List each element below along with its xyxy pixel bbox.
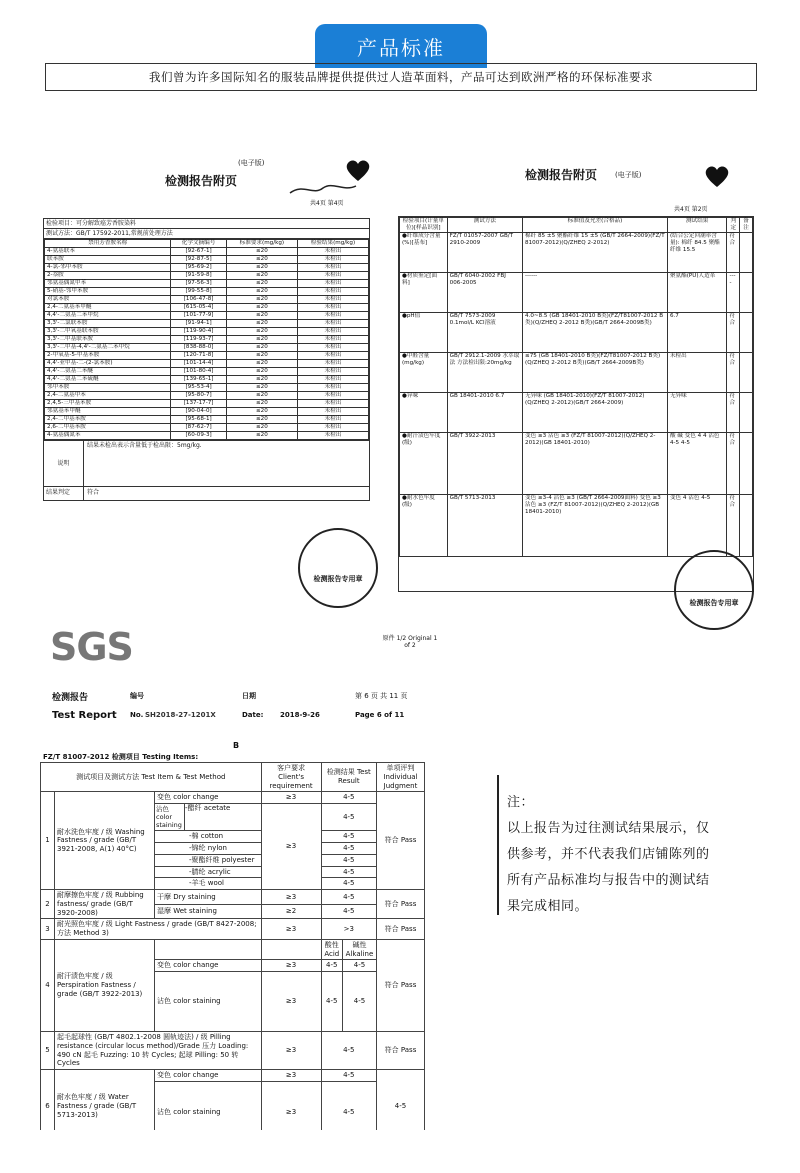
col-result: 检测结果 Test Result bbox=[321, 763, 376, 792]
note-label: 说明 bbox=[44, 441, 84, 486]
table-cell: ●甲醛含量(mg/kg) bbox=[400, 352, 448, 392]
table-cell: ≤20 bbox=[226, 248, 297, 256]
table-cell: 2,6-二甲基苯胺 bbox=[45, 424, 171, 432]
table-cell: 4-氨基偶氮苯 bbox=[45, 432, 171, 440]
table-row bbox=[400, 312, 753, 352]
col-requirement: 客户要求 Client's requirement bbox=[261, 763, 321, 792]
note-block bbox=[507, 790, 717, 920]
table-cell: ≤20 bbox=[226, 288, 297, 296]
table-row bbox=[45, 248, 369, 256]
table-cell: 符合 bbox=[727, 352, 740, 392]
table-row bbox=[45, 400, 369, 408]
table-cell: 聚氨酯(PU)人造革 bbox=[667, 272, 727, 312]
table-row bbox=[45, 384, 369, 392]
table-cell: 2,4,5-三甲基苯胺 bbox=[45, 400, 171, 408]
stamp: 检测报告专用章 bbox=[674, 550, 754, 630]
table-cell: [615-05-4] bbox=[171, 304, 226, 312]
table-cell: [106-47-8] bbox=[171, 296, 226, 304]
table-cell: GB/T 5713-2013 bbox=[447, 494, 522, 556]
table-cell: ≤20 bbox=[226, 304, 297, 312]
table-cell: 无异味 bbox=[667, 392, 727, 432]
table-cell: [95-53-4] bbox=[171, 384, 226, 392]
table-cell: 符合 bbox=[727, 312, 740, 352]
sgs-table: 测试项目及测试方法 Test Item & Test Method 客户要求 Client's requirement 检测结果 Test Result 单项评判 Individual Judgment 1 耐水洗色牢度 / 级 Washing Fastness / grade (GB/T 3921-2008, A(1) 40°C) 变色 color change ≥3 4-5 符合 Pass 沾色 color staining -醋纤 acetate ≥3 4-5 -棉 cotton 4-5 -锦纶 nylon 4-5 -聚酯纤维 polyester 4-5 -腈纶 acrylic 4-5 -羊毛 wool 4-5 2 耐摩擦色牢度 / 级 Rubbing fastness/ grade (GB/T 3920-2008) 干摩 Dry staining ≥3 4-5 符合 Pass 湿摩 Wet staining ≥2 4-5 3 耐光照色牢度 / 级 Light Fastness / grade (GB/T 8427-2008; 方法 Method 3) ≥3 >3 符合 Pass 4 耐汗渍色牢度 / 级 Perspiration Fastness / grade (GB/T 3922-2013) 酸性 Acid 碱性 Alkaline 符合 Pass 变色 color change ≥3 4-5 4-5 沾色 color staining ≥3 4-5 4-5 5 起毛起球性 (GB/T 4802.1-2008 圆轨迹法) / 级 Pilling resistance (circular locus method)/Grade 压力 Loading: 490 cN 起毛 Fuzzing: 10 转 Cycles; 起球 Pilling: 50 转 Cycles ≥3 4-5 符合 Pass 6 耐水色牢度 / 级 Water Fastness / grade (GB/T 5713-2013) 变色 color change ≥3 4-5 4-5 沾色 color staining ≥3 4-5 bbox=[40, 762, 425, 1130]
date-label: 日期 bbox=[242, 692, 256, 700]
table-cell: [838-88-0] bbox=[171, 344, 226, 352]
table-cell: ●纤维成分含量(%)[基布] bbox=[400, 232, 448, 272]
table-cell: 未检出 bbox=[297, 296, 368, 304]
stamp: 检测报告专用章 bbox=[298, 528, 378, 608]
note-title: 注： bbox=[507, 795, 535, 810]
table-cell: [101-14-4] bbox=[171, 360, 226, 368]
table-cell: ●材质鉴定[面料] bbox=[400, 272, 448, 312]
table-row bbox=[45, 264, 369, 272]
report-title: 检测报告附页 bbox=[525, 168, 598, 182]
table-row bbox=[45, 424, 369, 432]
table-row bbox=[400, 432, 753, 494]
col-test-item: 测试项目及测试方法 Test Item & Test Method bbox=[41, 763, 262, 792]
report-no-label: 编号 bbox=[130, 692, 144, 700]
table-cell: [91-59-8] bbox=[171, 272, 226, 280]
table-cell: 未检出 bbox=[297, 280, 368, 288]
table-cell: 4.0~8.5 (GB 18401-2010 B类)(FZ/T81007-2012 B类)(Q/ZHEQ 2-2012 B类)(GB/T 2664-2009B类) bbox=[523, 312, 668, 352]
amine-table bbox=[44, 239, 369, 440]
table-cell: 未检出 bbox=[297, 304, 368, 312]
report-no: SH2018-27-1201X bbox=[145, 711, 216, 719]
test-method: 测试方法：GB/T 17592-2011,常规前处理方法 bbox=[44, 229, 369, 239]
table-cell: ------ bbox=[523, 272, 668, 312]
table-cell: ≤20 bbox=[226, 408, 297, 416]
table-cell: 4,4'-二氨基二苯硫醚 bbox=[45, 376, 171, 384]
table-cell: [119-93-7] bbox=[171, 336, 226, 344]
sgs-logo: SGS bbox=[50, 625, 133, 669]
section-title-tab bbox=[315, 24, 487, 68]
table-cell: 邻氨基苯甲醚 bbox=[45, 408, 171, 416]
table-row bbox=[45, 272, 369, 280]
table-cell: GB/T 3922-2013 bbox=[447, 432, 522, 494]
table-cell: 未检出 bbox=[297, 328, 368, 336]
table-cell bbox=[740, 494, 753, 556]
table-cell: 5-硝基-邻甲苯胺 bbox=[45, 288, 171, 296]
table-cell: 2,4-二甲基苯胺 bbox=[45, 416, 171, 424]
table-cell bbox=[740, 352, 753, 392]
date-value: 2018-9-26 bbox=[280, 711, 320, 719]
table-cell bbox=[740, 272, 753, 312]
col-judgment: 单项评判 Individual Judgment bbox=[377, 763, 425, 792]
col-header: 标准要求(mg/kg) bbox=[226, 240, 297, 248]
table-row bbox=[45, 368, 369, 376]
table-cell: 符合 bbox=[727, 432, 740, 494]
table-cell: 2,4-二氨基甲苯 bbox=[45, 392, 171, 400]
table-cell: [95-68-1] bbox=[171, 416, 226, 424]
table-row bbox=[45, 288, 369, 296]
section-title: 产品标准 bbox=[357, 35, 445, 60]
table-cell bbox=[740, 232, 753, 272]
row-pilling: 起毛起球性 (GB/T 4802.1-2008 圆轨迹法) / 级 Pilling resistance (circular locus method)/Grade 压力 Loading: 490 cN 起毛 Fuzzing: 10 转 Cycles; 起球 Pilling: 50 转 Cycles bbox=[55, 1032, 262, 1070]
table-cell: ●耐汗渍色牢度(级) bbox=[400, 432, 448, 494]
table-row bbox=[400, 272, 753, 312]
col-header: 标准值及允差(合格品) bbox=[523, 218, 668, 233]
table-cell: ≤20 bbox=[226, 296, 297, 304]
table-cell: 未检出 bbox=[297, 384, 368, 392]
table-cell: 未检出 bbox=[297, 336, 368, 344]
report-1 bbox=[40, 150, 375, 620]
table-cell: 4-氯-邻甲苯胺 bbox=[45, 264, 171, 272]
sgs-title-en: Test Report bbox=[52, 710, 117, 721]
table-cell: 符合 bbox=[727, 494, 740, 556]
table-cell: ●耐水色牢度(级) bbox=[400, 494, 448, 556]
page-info: 共4页 第2页 bbox=[674, 206, 708, 213]
table-row bbox=[45, 320, 369, 328]
table-cell: FZ/T 01057-2007 GB/T 2910-2009 bbox=[447, 232, 522, 272]
table-cell: [120-71-8] bbox=[171, 352, 226, 360]
table-cell: ≤20 bbox=[226, 424, 297, 432]
banner bbox=[45, 63, 757, 91]
table-cell: 2-甲氧基-5-甲基苯胺 bbox=[45, 352, 171, 360]
table-cell: GB/T 7573-2009 0.1mol/L KCl溶液 bbox=[447, 312, 522, 352]
table-cell: 未检出 bbox=[297, 376, 368, 384]
table-cell: 未检出 bbox=[297, 352, 368, 360]
table-cell: ≤20 bbox=[226, 432, 297, 440]
table-cell: ≤20 bbox=[226, 272, 297, 280]
col-header: 检验项目(计量单位)[样品识别] bbox=[400, 218, 448, 233]
table-cell: ●异味 bbox=[400, 392, 448, 432]
table-cell: [60-09-3] bbox=[171, 432, 226, 440]
table-cell: GB/T 2912.1-2009 水萃取法 方法检出限:20mg/kg bbox=[447, 352, 522, 392]
note-text: 结果未检出表示含量低于检出限：5mg/kg. bbox=[87, 441, 202, 449]
table-cell: 3,3'-二甲基-4,4'-二氨基二苯甲烷 bbox=[45, 344, 171, 352]
table-cell: 3,3'-二甲基联苯胺 bbox=[45, 336, 171, 344]
table-cell: [95-69-2] bbox=[171, 264, 226, 272]
row-rubbing: 耐摩擦色牢度 / 级 Rubbing fastness/ grade (GB/T 3920-2008) bbox=[55, 890, 155, 919]
date-en: Date: bbox=[242, 711, 264, 719]
table-cell: [92-87-5] bbox=[171, 256, 226, 264]
table-row bbox=[45, 280, 369, 288]
table-cell: 2,4-二氨基苯甲醚 bbox=[45, 304, 171, 312]
table-cell: ---- bbox=[727, 272, 740, 312]
table-cell: 未检出 bbox=[297, 400, 368, 408]
table-cell: 未检出 bbox=[297, 424, 368, 432]
row-perspiration: 耐汗渍色牢度 / 级 Perspiration Fastness / grade (GB/T 3922-2013) bbox=[55, 939, 155, 1031]
table-cell: ≤20 bbox=[226, 320, 297, 328]
table-row bbox=[45, 432, 369, 440]
table-row bbox=[45, 296, 369, 304]
sgs-title-cn: 检测报告 bbox=[52, 693, 89, 703]
table-cell: ●pH值 bbox=[400, 312, 448, 352]
table-cell: (结合公定回潮率含量): 棉纤 84.5 聚酯纤维 15.5 bbox=[667, 232, 727, 272]
table-row bbox=[45, 408, 369, 416]
table-cell: ≤20 bbox=[226, 280, 297, 288]
table-cell: 酸 碱 变色 4 4 沾色 4-5 4-5 bbox=[667, 432, 727, 494]
table-cell: GB/T 6040-2002 FBJ 006-2005 bbox=[447, 272, 522, 312]
table-cell: 未检出 bbox=[297, 320, 368, 328]
table-row bbox=[400, 352, 753, 392]
table-cell: [119-90-4] bbox=[171, 328, 226, 336]
col-header: 化学文摘编号 bbox=[171, 240, 226, 248]
table-row bbox=[45, 416, 369, 424]
page-cn: 第 6 页 共 11 页 bbox=[355, 692, 408, 700]
table-cell: 未检出 bbox=[297, 408, 368, 416]
table-cell: ≤20 bbox=[226, 336, 297, 344]
table-cell: GB 18401-2010 6.7 bbox=[447, 392, 522, 432]
col-header: 测试方法 bbox=[447, 218, 522, 233]
table-row bbox=[45, 376, 369, 384]
swirl-icon bbox=[288, 178, 358, 198]
table-cell: 邻氨基偶氮甲苯 bbox=[45, 280, 171, 288]
heart-icon bbox=[704, 164, 730, 188]
table-cell: ≤20 bbox=[226, 392, 297, 400]
table-cell: 4,4'-二氨基二苯醚 bbox=[45, 368, 171, 376]
table-cell: 未检出 bbox=[297, 368, 368, 376]
table-cell: 未检出 bbox=[297, 344, 368, 352]
table-cell: ≤20 bbox=[226, 256, 297, 264]
table-row bbox=[45, 352, 369, 360]
table-cell: 3,3'-二氯联苯胺 bbox=[45, 320, 171, 328]
table-cell: 6.7 bbox=[667, 312, 727, 352]
table-cell: ≤20 bbox=[226, 368, 297, 376]
table-cell: 未检出 bbox=[297, 312, 368, 320]
table-cell: 变色 4 沾色 4-5 bbox=[667, 494, 727, 556]
table-cell: 未检出 bbox=[667, 352, 727, 392]
edition-label: (电子版) bbox=[238, 159, 265, 167]
table-cell: 未检出 bbox=[297, 392, 368, 400]
table-cell: 4,4'-亚甲基-二-(2-氯苯胺) bbox=[45, 360, 171, 368]
table-row bbox=[45, 360, 369, 368]
table-cell: ≤20 bbox=[226, 352, 297, 360]
banner-text: 我们曾为许多国际知名的服装品牌提供提供过人造革面料，产品可达到欧洲严格的环保标准要求 bbox=[149, 70, 653, 84]
col-header: 检验结果(mg/kg) bbox=[297, 240, 368, 248]
col-header: 禁用芳香胺名称 bbox=[45, 240, 171, 248]
quality-table bbox=[399, 217, 753, 557]
table-cell: 4-氨基联苯 bbox=[45, 248, 171, 256]
table-cell: [92-67-1] bbox=[171, 248, 226, 256]
table-cell: 对氯苯胺 bbox=[45, 296, 171, 304]
row-water: 耐水色牢度 / 级 Water Fastness / grade (GB/T 5713-2013) bbox=[55, 1070, 155, 1130]
table-cell: [101-77-9] bbox=[171, 312, 226, 320]
original-note: 原件 1/2 Original 1 of 2 bbox=[382, 635, 438, 650]
table-cell: 变色 ≥3 沾色 ≥3 (FZ/T 81007-2012)(Q/ZHEQ 2-2012)(GB 18401-2010) bbox=[523, 432, 668, 494]
report-no-en: No. bbox=[130, 711, 144, 719]
table-cell: ≤20 bbox=[226, 376, 297, 384]
table-cell bbox=[740, 312, 753, 352]
note-divider bbox=[497, 775, 499, 915]
table-cell bbox=[740, 392, 753, 432]
col-header: 备注 bbox=[740, 218, 753, 233]
table-row bbox=[45, 328, 369, 336]
table-cell: ≤20 bbox=[226, 312, 297, 320]
row-washing: 耐水洗色牢度 / 级 Washing Fastness / grade (GB/T 3921-2008, A(1) 40°C) bbox=[55, 792, 155, 890]
edition-label: (电子版) bbox=[615, 171, 642, 179]
table-cell: 未检出 bbox=[297, 264, 368, 272]
table-cell: ≤20 bbox=[226, 416, 297, 424]
col-header: 测试结果 bbox=[667, 218, 727, 233]
table-cell: ≤20 bbox=[226, 384, 297, 392]
table-cell: 联苯胺 bbox=[45, 256, 171, 264]
report-title: 检测报告附页 bbox=[165, 174, 238, 188]
verdict-label: 结果判定 bbox=[44, 487, 84, 500]
table-cell: ≤20 bbox=[226, 400, 297, 408]
table-cell: 变色 ≥3-4 沾色 ≥3 (GB/T 2664-2009面料) 变色 ≥3 沾色 ≥3 (FZ/T 81007-2012)(Q/ZHEQ 2-2012)(GB 18401-2010) bbox=[523, 494, 668, 556]
table-cell: 未检出 bbox=[297, 248, 368, 256]
table-cell: 未检出 bbox=[297, 416, 368, 424]
verdict-text: 符合 bbox=[87, 488, 100, 496]
table-cell: 未检出 bbox=[297, 432, 368, 440]
table-cell: 符合 bbox=[727, 232, 740, 272]
table-cell bbox=[740, 432, 753, 494]
page-en: Page 6 of 11 bbox=[355, 711, 405, 719]
table-cell: ≤20 bbox=[226, 328, 297, 336]
page-info: 共4页 第4页 bbox=[310, 200, 344, 207]
table-cell: ≤20 bbox=[226, 264, 297, 272]
table-cell: 2-萘胺 bbox=[45, 272, 171, 280]
table-cell: [97-56-3] bbox=[171, 280, 226, 288]
table-row bbox=[45, 256, 369, 264]
table-cell: [101-80-4] bbox=[171, 368, 226, 376]
table-row bbox=[400, 232, 753, 272]
table-cell: 邻甲苯胺 bbox=[45, 384, 171, 392]
table-cell: 无异味 (GB 18401-2010)(FZ/T 81007-2012)(Q/ZHEQ 2-2012)(GB/T 2664-2009) bbox=[523, 392, 668, 432]
table-cell: ≤20 bbox=[226, 344, 297, 352]
table-row bbox=[45, 312, 369, 320]
table-cell: 4,4'-二氨基二苯甲烷 bbox=[45, 312, 171, 320]
table-cell: 符合 bbox=[727, 392, 740, 432]
table-cell: ≤75 (GB 18401-2010 B类)(FZ/T81007-2012 B类)(Q/ZHEQ 2-2012 B类)(GB/T 2664-2009B类) bbox=[523, 352, 668, 392]
table-cell: [87-62-7] bbox=[171, 424, 226, 432]
section-b: B bbox=[233, 741, 240, 750]
table-cell: [99-55-8] bbox=[171, 288, 226, 296]
table-row bbox=[45, 392, 369, 400]
table-cell: 棉纤 85 ±5 聚酯纤维 15 ±5 (GB/T 2664-2009)(FZ/T 81007-2012)(Q/ZHEQ 2-2012) bbox=[523, 232, 668, 272]
table-row bbox=[400, 494, 753, 556]
table-cell: [139-65-1] bbox=[171, 376, 226, 384]
table-cell: [90-04-0] bbox=[171, 408, 226, 416]
col-header: 判定 bbox=[727, 218, 740, 233]
test-item: 检验项目：可分解致癌芳香胺染料 bbox=[44, 219, 369, 229]
table-row bbox=[400, 392, 753, 432]
table-cell: [91-94-1] bbox=[171, 320, 226, 328]
sgs-table-wrap bbox=[40, 762, 425, 1130]
table-cell: 未检出 bbox=[297, 256, 368, 264]
table-cell: [137-17-7] bbox=[171, 400, 226, 408]
table-row bbox=[45, 304, 369, 312]
table-cell: 3,3'-二甲氧基联苯胺 bbox=[45, 328, 171, 336]
table-cell: 未检出 bbox=[297, 360, 368, 368]
row-light: 耐光照色牢度 / 级 Light Fastness / grade (GB/T 8427-2008; 方法 Method 3) bbox=[55, 919, 262, 940]
table-row bbox=[45, 344, 369, 352]
table-cell: [95-80-7] bbox=[171, 392, 226, 400]
table-row bbox=[45, 336, 369, 344]
report-2 bbox=[392, 150, 760, 620]
table-cell: 未检出 bbox=[297, 288, 368, 296]
table-cell: ≤20 bbox=[226, 360, 297, 368]
standard-line: FZ/T 81007-2012 检测项目 Testing Items: bbox=[43, 753, 199, 761]
table-cell: 未检出 bbox=[297, 272, 368, 280]
note-text: 以上报告为过往测试结果展示，仅供参考，并不代表我们店铺陈列的所有产品标准均与报告中的测试结果完成相同。 bbox=[507, 821, 710, 914]
